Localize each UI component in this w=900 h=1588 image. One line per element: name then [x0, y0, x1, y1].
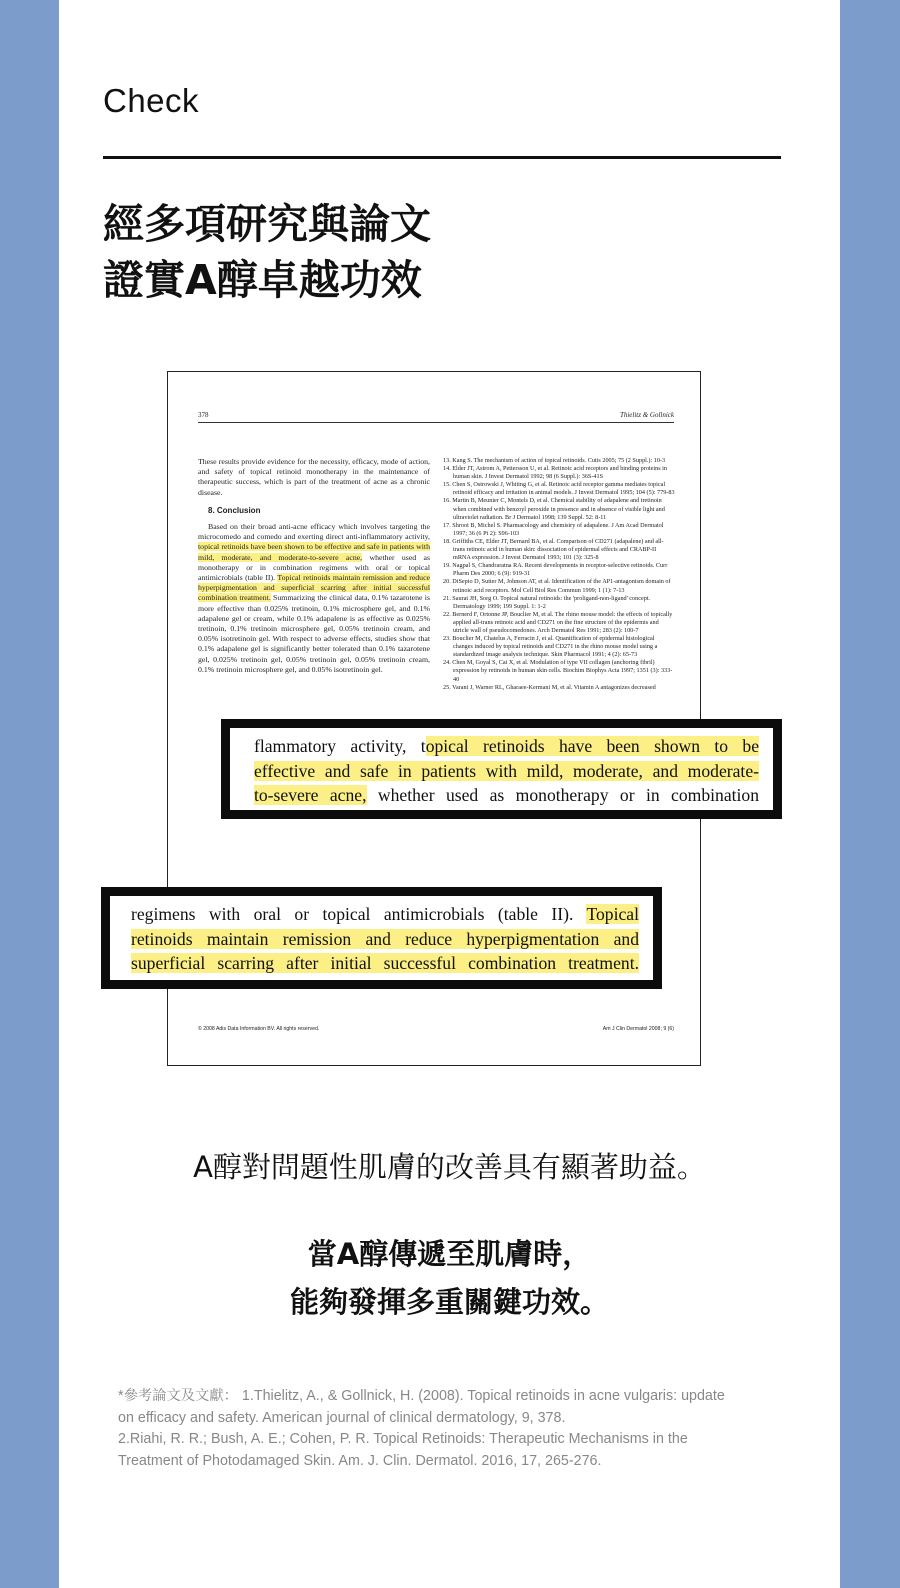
- reference-item: 17. Shroot B, Michel S. Pharmacology and chemistry of adapalene. J Am Acad Dermatol 1997; 36 (6 Pt 2): S96-103: [443, 521, 664, 537]
- paper-footer: [198, 1026, 674, 1032]
- subheading-line-2: 能夠發揮多重關鍵功效。: [289, 1285, 609, 1319]
- reference-item: 21. Saurat JH, Sorg O. Topical natural retinoids: the 'proligand-non-ligand' concept. Dermatology 1999; 199 Suppl. 1: 1-2: [443, 594, 651, 610]
- zoom1-line-1: [254, 734, 759, 759]
- zoom-highlight: to-severe acne,: [254, 785, 367, 805]
- reference-item: 22. Bernerd F, Ortonne JP, Bouclier M, et al. The rhino mouse model: the effects of topically applied all-trans retinoic acid and CD271 on the fine structure of the epidermis and utricle wall of pseudocomedones. Arch Dermatol Res 1991; 283 (2): 100-7: [443, 610, 673, 634]
- zoom2-line-1: [131, 902, 639, 927]
- conclusion-text: Summarizing the clinical data, 0.1% tazarotene is more effective than 0.025% tretinoin, 0.1% microsphere gel, and 0.1% adapalene gel or cream, while 0.1% adapalene is as effective as 0.025% tretinoin, 0.1% tretinoin microsphere gel, 0.05% tretinoin cream, and 0.05% isotretinoin gel. With respect to adverse effects, studies show that 0.1% adapalene gel is significantly better tolerated than 0.1% tazarotene gel, 0.025% tretinoin gel, 0.05% tretinoin gel, 0.05% tretinoin cream, 0.1% tretinoin microsphere gel, and 0.05% isotretinoin gel.: [198, 593, 430, 674]
- paper-intro: These results provide evidence for the necessity, efficacy, mode of action, and safety of topical retinoid monotherapy in the maintenance of therapeutic success, which is part of the treatment of acne as a chronic disease.: [198, 457, 430, 497]
- zoom-highlight: superficial scarring after initial successful combination treatment.: [131, 953, 639, 973]
- zoom-text: whether used as monotherapy or in combination: [366, 785, 759, 805]
- zoom2-line-2: [131, 927, 639, 952]
- reference-item: 24. Chen M, Goyal S, Cai X, et al. Modulation of type VII collagen (anchoring fibril) expression by retinoids in human skin cells. Biochim Biophys Acta 1997; 1351 (3): 333-40: [443, 659, 673, 683]
- reference-item: 13. Kang S. The mechanism of action of topical retinoids. Cutis 2005; 75 (2 Suppl.): 10-3: [443, 457, 666, 464]
- zoom-text: regimens with oral or topical antimicrobials (table II).: [131, 904, 587, 924]
- highlight-1: topical retinoids have been shown to be effective and safe in patients with mild, moderate, and moderate-to-severe acne,: [198, 542, 430, 562]
- divider: [103, 156, 781, 159]
- reference-item: 16. Martin B, Meunier C, Montels D, et al. Chemical stability of adapalene and tretinoin when combined with benzoyl peroxide in presence and in absence of visible light and ultraviolet radiation. Br J Dermatol 1998; 139 Suppl. 52: 8-11: [443, 497, 665, 521]
- subheading-line-1: 當A醇傳遞至肌膚時，: [307, 1237, 592, 1271]
- reference-item: 14. Elder JT, Astrom A, Pettersson U, et al. Retinoic acid receptors and binding proteins in human skin. J Invest Dermatol 1992; 98 (6 Suppl.): 36S-41S: [443, 465, 667, 481]
- zoom1-line-3: [254, 783, 759, 808]
- zoom-text: flammatory activity, t: [254, 736, 426, 756]
- paper-conclusion: [198, 522, 430, 675]
- reference-line: *參考論文及文獻： 1.Thielitz, A., & Gollnick, H. (2008). Topical retinoids in acne vulgaris: update: [118, 1388, 725, 1404]
- content-card: [59, 0, 840, 1588]
- section-label: Check: [103, 82, 200, 119]
- reference-line: Treatment of Photodamaged Skin. Am. J. Clin. Dermatol. 2016, 17, 265-276.: [118, 1453, 602, 1470]
- references-note: [118, 1386, 758, 1473]
- reference-item: 23. Bouclier M, Chatelus A, Ferracin J, et al. Quantification of epidermal histological changes induced by topical retinoids and CD271 in the rhino mouse model using a standardized image analysis technique. Skin Pharmacol 1991; 4 (2): 65-73: [443, 635, 658, 659]
- title-line-1: 經多項研究與論文: [103, 200, 431, 248]
- paper-header-rule: [198, 422, 674, 423]
- paper-journal: Am J Clin Dermatol 2008; 9 (6): [602, 1026, 674, 1032]
- highlight-2: Topical retinoids maintain remission and reduce hyperpigmentation and superficial scarring after initial successful combination treatment.: [198, 573, 430, 603]
- reference-item: 15. Chen S, Ostrowski J, Whiting G, et al. Retinoic acid receptor gamma mediates topical retinoid efficacy and irritation in animal models. J Invest Dermatol 1995; 104 (5): 779-83: [443, 481, 675, 497]
- reference-line: 2.Riahi, R. R.; Bush, A. E.; Cohen, P. R. Topical Retinoids: Therapeutic Mechanisms in the: [118, 1431, 688, 1448]
- conclusion-text: Based on their broad anti-acne efficacy which involves targeting the microcomedo and comedo and exerting direct anti-inflammatory activity,: [198, 522, 430, 542]
- zoom-callout-2: [101, 887, 662, 989]
- reference-line: on efficacy and safety. American journal of clinical dermatology, 9, 378.: [118, 1409, 566, 1426]
- zoom-highlight: opical retinoids have been shown to be: [425, 736, 759, 756]
- paper-references: [443, 457, 675, 692]
- zoom-callout-1: [221, 719, 782, 819]
- zoom-highlight: retinoids maintain remission and reduce hyperpigmentation and: [131, 928, 639, 949]
- zoom1-line-2: [254, 759, 759, 784]
- reference-item: 20. DiSepio D, Sutter M, Johnson AT, et al. Identification of the AP1-antagonism domain of retinoic acid receptors. Mol Cell Biol Res Commun 1999; 1 (1): 7-13: [443, 578, 671, 594]
- title-line-2: 證實A醇卓越功效: [103, 256, 422, 304]
- reference-item: 18. Griffiths CE, Elder JT, Bernard BA, et al. Comparison of CD271 (adapalene) and all-trans retinoic acid in human skin: dissociation of epidermal effects and CRABP-II mRNA expression. J Invest Dermatol 1993; 101 (3): 325-8: [443, 537, 664, 562]
- paper-header: [198, 411, 674, 419]
- zoom-highlight: effective and safe in patients with mild, moderate, and moderate-: [254, 760, 759, 781]
- paper-page-number: 378: [198, 411, 209, 419]
- conclusion-text: whether used as monotherapy or in combination regimens with oral or topical antimicrobials (table II).: [198, 552, 430, 583]
- page-title: [103, 196, 431, 308]
- paper-section-title: 8. Conclusion: [208, 505, 261, 515]
- zoom-highlight: Topical: [586, 904, 639, 924]
- paper-left-column: [198, 457, 430, 680]
- key-statement: A醇對問題性肌膚的改善具有顯著助益。: [193, 1150, 706, 1184]
- paper-running-head: Thielitz & Gollnick: [619, 411, 674, 419]
- reference-item: 19. Nagpal S, Chandraratna RA. Recent developments in receptor-selective retinoids. Curr Pharm Des 2000; 6 (9): 919-31: [443, 562, 668, 578]
- zoom2-line-3: [131, 951, 639, 976]
- subheading: [59, 1230, 840, 1326]
- paper-copyright: © 2008 Adis Data Information BV. All rights reserved.: [198, 1026, 320, 1032]
- reference-item: 25. Varani J, Warner RL, Gharaee-Kermani M, et al. Vitamin A antagonizes decreased: [443, 683, 656, 691]
